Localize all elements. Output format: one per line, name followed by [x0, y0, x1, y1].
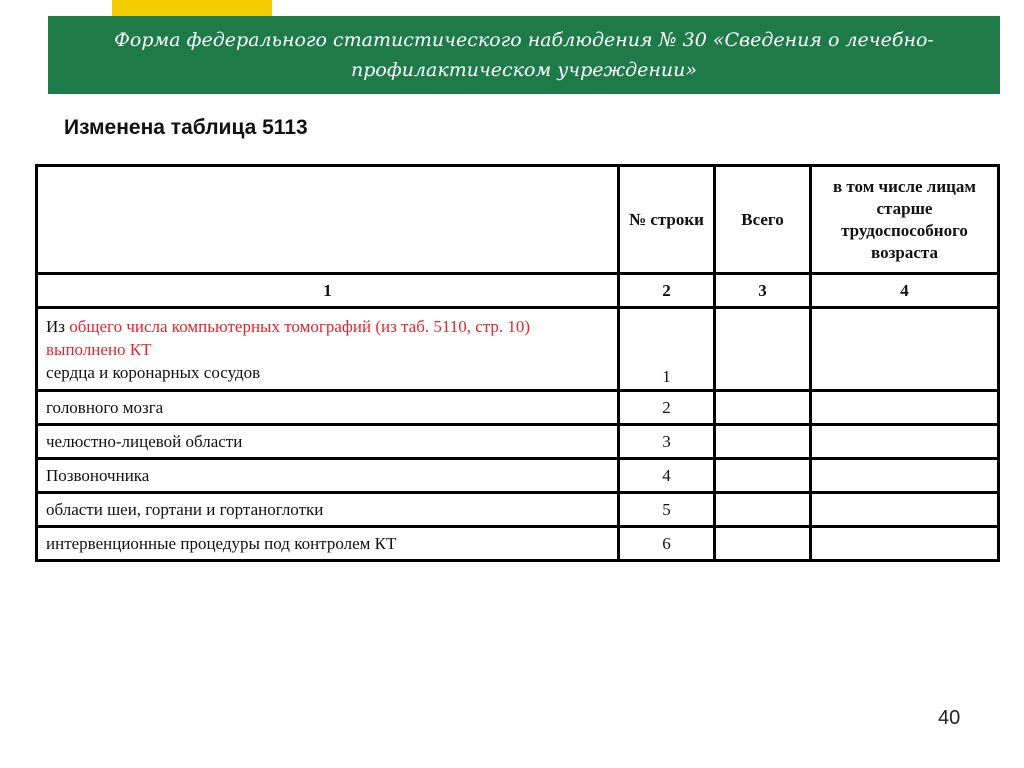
value-cell-total[interactable]	[715, 391, 811, 425]
banner-title: Форма федерального статистического наблюдения № 30 «Сведения о лечебно-профилактическом учреждении»	[114, 29, 934, 81]
row-line-number: 1	[619, 308, 715, 391]
row-label: области шеи, гортани и гортаноглотки	[37, 493, 619, 527]
row-label-highlight: общего числа компьютерных томографий (из таб. 5110, стр. 10) выполнено КТ	[46, 317, 531, 359]
row-line-number: 3	[619, 425, 715, 459]
value-cell-total[interactable]	[715, 527, 811, 561]
table-header-row	[37, 166, 999, 274]
value-cell-elderly[interactable]	[811, 425, 999, 459]
header-cell-elderly: в том числе лицам старше трудоспособного возраста	[811, 166, 999, 274]
column-number-row	[37, 274, 999, 308]
row-line-number: 6	[619, 527, 715, 561]
column-number: 3	[715, 274, 811, 308]
value-cell-elderly[interactable]	[811, 459, 999, 493]
row-label: челюстно-лицевой области	[37, 425, 619, 459]
header-cell-total: Всего	[715, 166, 811, 274]
table-row	[37, 493, 999, 527]
value-cell-elderly[interactable]	[811, 308, 999, 391]
section-heading: Изменена таблица 5113	[64, 116, 308, 139]
value-cell-total[interactable]	[715, 308, 811, 391]
header-cell-line-no: № строки	[619, 166, 715, 274]
value-cell-total[interactable]	[715, 493, 811, 527]
page-number: 40	[938, 707, 961, 729]
column-number: 2	[619, 274, 715, 308]
value-cell-elderly[interactable]	[811, 527, 999, 561]
form-table	[35, 164, 1000, 562]
row-label-prefix: Из	[46, 317, 70, 336]
value-cell-total[interactable]	[715, 425, 811, 459]
row-label: интервенционные процедуры под контролем КТ	[37, 527, 619, 561]
accent-bar	[112, 0, 272, 16]
title-banner	[48, 16, 1000, 94]
value-cell-elderly[interactable]	[811, 493, 999, 527]
row-label-text: сердца и коронарных сосудов	[46, 363, 261, 382]
table-row	[37, 459, 999, 493]
column-number: 4	[811, 274, 999, 308]
table-row	[37, 308, 999, 391]
row-line-number: 5	[619, 493, 715, 527]
column-number: 1	[37, 274, 619, 308]
row-line-number: 4	[619, 459, 715, 493]
row-label: головного мозга	[37, 391, 619, 425]
row-line-number: 2	[619, 391, 715, 425]
row-label: Позвоночника	[37, 459, 619, 493]
header-cell-empty	[37, 166, 619, 274]
value-cell-total[interactable]	[715, 459, 811, 493]
table-row	[37, 425, 999, 459]
row-label	[37, 308, 619, 391]
value-cell-elderly[interactable]	[811, 391, 999, 425]
table-row	[37, 391, 999, 425]
table-row	[37, 527, 999, 561]
